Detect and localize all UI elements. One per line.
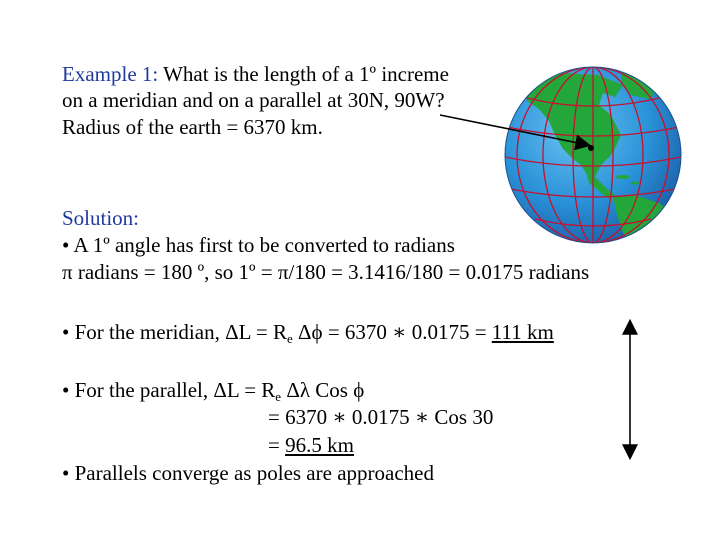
parallel-result-prefix: =: [268, 433, 286, 457]
meridian-suffix: Δϕ = 6370 ∗ 0.0175 =: [292, 320, 492, 344]
parallel-calc-line: = 6370 ∗ 0.0175 ∗ Cos 30: [268, 405, 494, 429]
parallel-prefix: • For the parallel, ΔL = R: [62, 378, 276, 402]
meridian-equation: [62, 320, 554, 351]
meridian-result: 111 km: [491, 320, 554, 344]
solution-line-2: π radians = 180 º, so 1º = π/180 = 3.1416/180 = 0.0175 radians: [62, 260, 590, 284]
parallel-result: 96.5 km: [285, 433, 354, 457]
example-question-line-1: [62, 62, 449, 86]
parallel-result-line: [268, 433, 354, 457]
question-text-1: What is the length of a 1º increme: [163, 62, 449, 86]
solution-line-1: • A 1º angle has first to be converted to radians: [62, 233, 455, 257]
parallel-note: • Parallels converge as poles are approached: [62, 461, 434, 485]
meridian-prefix: • For the meridian, ΔL = R: [62, 320, 287, 344]
example-question-line-3: Radius of the earth = 6370 km.: [62, 115, 323, 139]
example-question-line-2: on a meridian and on a parallel at 30N, 90W?: [62, 88, 445, 112]
meridian-subscript: e: [286, 331, 293, 346]
parallel-subscript: e: [275, 389, 282, 404]
parallel-suffix: Δλ Cos ϕ: [281, 378, 365, 402]
example-label: Example 1:: [62, 62, 159, 86]
solution-heading: Solution:: [62, 206, 140, 230]
